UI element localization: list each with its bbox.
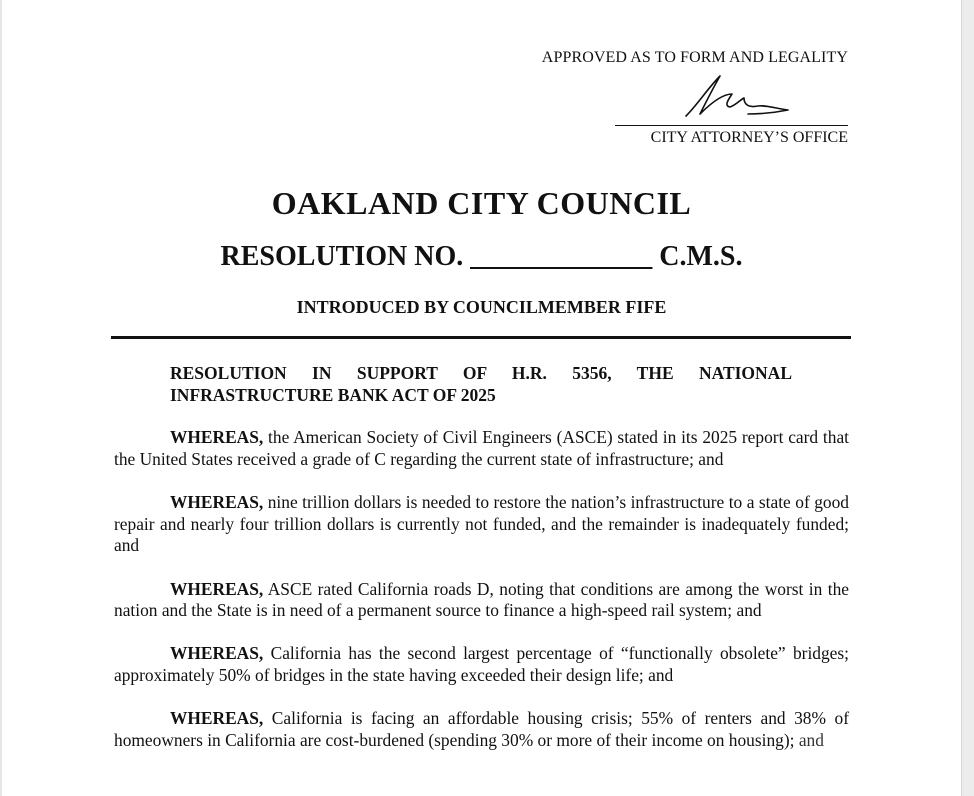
introduced-by: INTRODUCED BY COUNCILMEMBER FIFE <box>296 297 667 317</box>
whereas-clauses <box>114 427 849 773</box>
council-title: OAKLAND CITY COUNCIL <box>271 185 692 221</box>
approval-text: APPROVED AS TO FORM AND LEGALITY <box>541 49 848 66</box>
document-page <box>2 0 961 796</box>
signature-line <box>615 125 848 126</box>
whereas-text: ASCE rated California roads D, noting that conditions are among the worst in the nation and the State is in need of a permanent source to finance a high-speed rail system; and <box>114 578 849 621</box>
whereas-lead: WHEREAS, <box>170 578 264 599</box>
resolution-number: RESOLUTION NO. _____________ C.M.S. <box>220 241 743 272</box>
whereas-clause <box>114 492 849 557</box>
whereas-lead: WHEREAS, <box>170 708 264 729</box>
whereas-lead: WHEREAS, <box>170 491 264 512</box>
whereas-lead: WHEREAS, <box>170 427 264 447</box>
whereas-clause <box>114 708 849 751</box>
resolution-heading: RESOLUTION IN SUPPORT OF H.R. 5356, THE NATIONAL INFRASTRUCTURE BANK ACT OF 2025 <box>170 363 792 405</box>
whereas-lead: WHEREAS, <box>170 643 264 664</box>
whereas-text: nine trillion dollars is needed to restore the nation’s infrastructure to a state of good repair and nearly four trillion dollars is currently not funded, and the remainder is inadequately funded; and <box>114 491 849 556</box>
whereas-clause <box>114 579 849 622</box>
whereas-text: California has the second largest percentage of “functionally obsolete” bridges; approximately 50% of bridges in the state having exceeded their design life; and <box>114 643 849 686</box>
viewer-gutter <box>961 0 974 796</box>
city-attorney-signature <box>648 70 798 120</box>
whereas-clause <box>114 427 849 470</box>
whereas-clause <box>114 643 849 686</box>
whereas-tail: and <box>794 730 824 751</box>
approval-block <box>508 48 848 146</box>
city-attorney-office: CITY ATTORNEY’S OFFICE <box>650 129 848 146</box>
whereas-text: California is facing an affordable housing crisis; 55% of renters and 38% of homeowners in California are cost-burdened (spending 30% or more of their income on housing); <box>114 708 849 751</box>
header-divider <box>111 336 851 339</box>
whereas-text: the American Society of Civil Engineers (ASCE) stated in its 2025 report card that the United States received a grade of C regarding the current state of infrastructure; and <box>114 427 849 469</box>
